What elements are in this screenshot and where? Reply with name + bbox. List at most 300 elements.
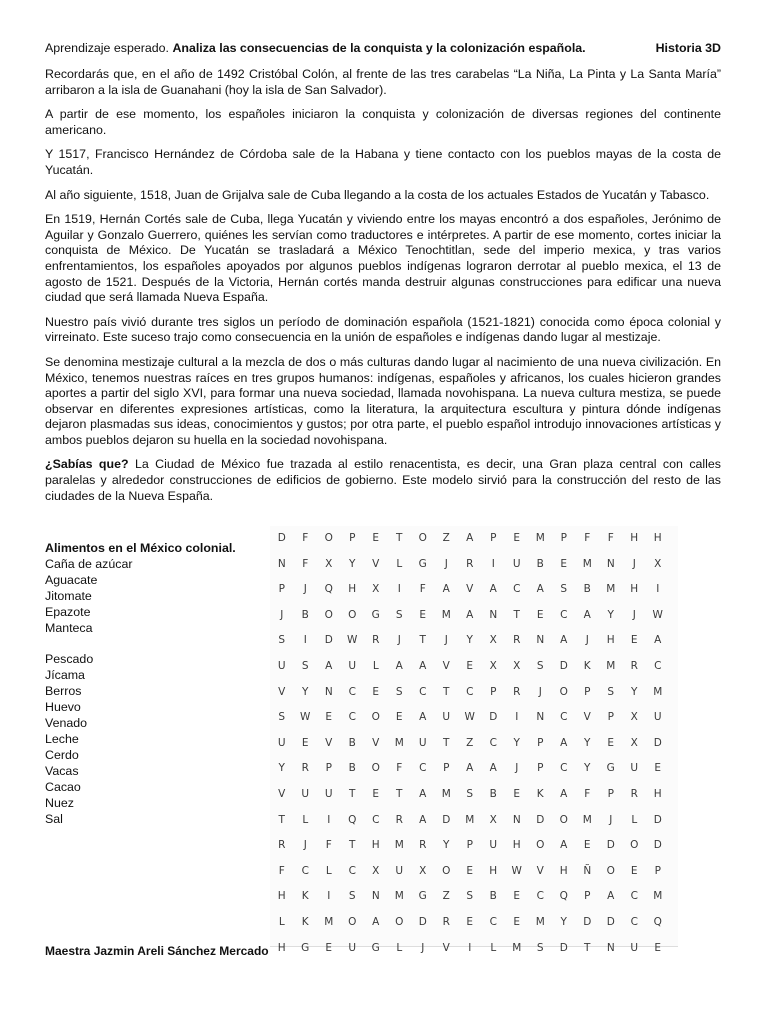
grid-letter: C: [348, 864, 356, 877]
grid-letter: V: [583, 711, 591, 724]
grid-letter: C: [489, 736, 497, 749]
grid-letter: Q: [653, 915, 662, 928]
grid-letter: E: [536, 608, 544, 621]
grid-letter: S: [395, 608, 403, 621]
grid-letter: J: [421, 941, 425, 954]
grid-letter: A: [325, 659, 333, 672]
grid-letter: C: [489, 915, 497, 928]
grid-letter: R: [513, 634, 521, 647]
grid-letter: E: [466, 864, 474, 877]
grid-letter: X: [513, 659, 521, 672]
grid-letter: S: [607, 685, 615, 698]
grid-letter: B: [301, 608, 309, 621]
grid-letter: C: [419, 685, 427, 698]
grid-letter: C: [348, 685, 356, 698]
grid-letter: B: [583, 583, 591, 596]
grid-letter: Z: [442, 890, 450, 903]
grid-letter: G: [371, 941, 380, 954]
grid-letter: P: [466, 839, 473, 852]
grid-letter: Y: [607, 608, 614, 621]
grid-letter: M: [582, 813, 592, 826]
paragraph: En 1519, Hernán Cortés sale de Cuba, llega Yucatán y viviendo entre los mayas encontró a dos españoles, Jerónimo de Aguilar y Gonzalo Guerrero, quiénes les servían como traductores e intérpretes. A partir de ese momento, cortes iniciar la conquista de México. De Yucatán se trasladará a México Tenochtitlan, sede del imperio mexica, y tras varios enfrentamientos, los españoles apoyados por algunos pueblos indígenas lograron derrotar al pueblo mexica, el 13 de agosto de 1521. Después de la Victoria, Hernán cortés manda destruir algunas construcciones para edificar una nueva ciudad que será llamada Nueva España.: [45, 212, 721, 305]
grid-letter: F: [607, 532, 614, 544]
grid-letter: T: [349, 839, 356, 852]
grid-letter: O: [606, 864, 615, 877]
grid-letter: H: [348, 583, 357, 596]
grid-letter: U: [324, 787, 333, 800]
grid-letter: A: [419, 787, 427, 800]
grid-letter: T: [349, 787, 356, 800]
grid-letter: O: [348, 915, 357, 928]
grid-letter: I: [303, 634, 307, 647]
food-item: Huevo: [45, 700, 81, 715]
paragraph: Y 1517, Francisco Hernández de Córdoba sale de la Habana y tiene contacto con los pueblos mayas de la costa de Yucatán.: [45, 147, 721, 177]
grid-letter: P: [490, 532, 497, 544]
grid-letter: Y: [278, 762, 285, 775]
grid-letter: L: [325, 864, 332, 877]
grid-letter: X: [489, 634, 497, 647]
grid-letter: Q: [559, 890, 568, 903]
grid-letter: D: [653, 839, 662, 852]
grid-letter: R: [630, 659, 638, 672]
grid-letter: E: [419, 608, 427, 621]
grid-letter: W: [300, 711, 311, 724]
grid-letter: M: [653, 890, 663, 903]
grid-letter: E: [372, 532, 380, 544]
grid-letter: A: [489, 583, 497, 596]
food-item: Caña de azúcar: [45, 556, 133, 571]
grid-letter: V: [278, 787, 286, 800]
grid-letter: F: [584, 787, 591, 800]
grid-letter: X: [372, 864, 380, 877]
grid-letter: X: [630, 711, 638, 724]
grid-letter: H: [371, 839, 380, 852]
food-item: Pescado: [45, 652, 94, 667]
grid-letter: N: [489, 608, 498, 621]
grid-letter: S: [395, 685, 403, 698]
grid-letter: I: [397, 583, 401, 596]
grid-letter: S: [466, 787, 474, 800]
grid-letter: J: [444, 634, 448, 647]
grid-letter: P: [584, 890, 591, 903]
grid-letter: W: [511, 864, 522, 877]
grid-letter: M: [582, 557, 592, 570]
grid-letter: J: [632, 557, 636, 570]
grid-letter: O: [418, 532, 427, 544]
grid-letter: O: [324, 608, 333, 621]
grid-letter: I: [656, 583, 660, 596]
grid-letter: P: [607, 787, 614, 800]
grid-letter: L: [396, 941, 403, 954]
grid-letter: S: [560, 583, 568, 596]
grid-letter: M: [324, 915, 334, 928]
grid-letter: Y: [584, 762, 591, 775]
grid-letter: K: [583, 659, 591, 672]
grid-letter: D: [559, 941, 568, 954]
did-you-know-text: La Ciudad de México fue trazada al estilo renacentista, es decir, una Gran plaza central con calles paralelas y alrededor construcciones de edificios de gobierno. Este modelo sirvió para la construcción del resto de las ciudades de la Nueva España.: [45, 457, 721, 503]
grid-letter: Y: [513, 736, 520, 749]
grid-letter: U: [442, 711, 451, 724]
grid-letter: R: [630, 787, 638, 800]
grid-letter: I: [468, 941, 472, 954]
grid-letter: Y: [466, 634, 473, 647]
food-item: Epazote: [45, 604, 91, 619]
grid-letter: U: [301, 787, 310, 800]
grid-letter: J: [609, 813, 613, 826]
grid-letter: E: [372, 685, 380, 698]
grid-letter: Q: [348, 813, 357, 826]
grid-letter: T: [396, 787, 403, 800]
food-item: Manteca: [45, 620, 93, 635]
grid-letter: I: [491, 557, 495, 570]
grid-letter: X: [489, 813, 497, 826]
grid-letter: B: [489, 787, 497, 800]
grid-letter: J: [444, 557, 448, 570]
grid-letter: M: [394, 736, 404, 749]
grid-letter: A: [583, 608, 591, 621]
grid-letter: T: [419, 634, 426, 647]
grid-letter: D: [418, 915, 427, 928]
grid-letter: M: [512, 941, 522, 954]
grid-letter: E: [513, 787, 521, 800]
grid-letter: J: [280, 608, 284, 621]
grid-letter: Y: [584, 736, 591, 749]
grid-letter: T: [443, 736, 450, 749]
grid-letter: U: [348, 941, 357, 954]
grid-letter: D: [583, 915, 592, 928]
grid-letter: P: [584, 685, 591, 698]
grid-letter: L: [278, 915, 285, 928]
grid-letter: E: [466, 915, 474, 928]
grid-letter: Y: [302, 685, 309, 698]
grid-letter: S: [466, 890, 474, 903]
grid-letter: A: [654, 634, 662, 647]
grid-letter: M: [441, 608, 451, 621]
grid-letter: C: [560, 762, 568, 775]
grid-letter: S: [278, 711, 286, 724]
grid-letter: D: [606, 839, 615, 852]
grid-letter: B: [536, 557, 544, 570]
grid-letter: C: [301, 864, 309, 877]
grid-letter: A: [419, 813, 427, 826]
grid-letter: H: [630, 583, 639, 596]
grid-letter: X: [325, 557, 333, 570]
grid-letter: Z: [466, 736, 474, 749]
grid-letter: E: [630, 634, 638, 647]
grid-letter: A: [560, 634, 568, 647]
grid-letter: S: [301, 659, 309, 672]
grid-letter: A: [372, 915, 380, 928]
grid-letter: R: [372, 634, 380, 647]
word-search-grid: [270, 526, 670, 961]
grid-letter: E: [630, 864, 638, 877]
grid-letter: E: [513, 890, 521, 903]
grid-letter: D: [277, 532, 286, 544]
grid-letter: P: [537, 762, 544, 775]
grid-letter: A: [560, 839, 568, 852]
grid-letter: G: [418, 557, 427, 570]
grid-letter: E: [395, 711, 403, 724]
grid-letter: F: [419, 583, 426, 596]
grid-letter: O: [630, 839, 639, 852]
grid-letter: J: [397, 634, 401, 647]
grid-letter: P: [560, 532, 567, 544]
grid-letter: N: [512, 813, 521, 826]
grid-letter: D: [653, 813, 662, 826]
grid-letter: E: [513, 915, 521, 928]
food-item: Berros: [45, 684, 82, 699]
food-list-title: Alimentos en el México colonial.: [45, 541, 236, 555]
grid-letter: P: [325, 762, 332, 775]
grid-letter: O: [442, 864, 451, 877]
paragraph: Al año siguiente, 1518, Juan de Grijalva sale de Cuba llegando a la costa de los actuales Estados de Yucatán y Tabasco.: [45, 187, 710, 202]
grid-letter: N: [606, 941, 615, 954]
grid-letter: O: [371, 762, 380, 775]
food-group-1: [45, 557, 265, 637]
grid-letter: Ñ: [583, 864, 592, 877]
food-item: Cerdo: [45, 747, 79, 762]
grid-letter: Q: [324, 583, 333, 596]
grid-letter: L: [490, 941, 497, 954]
grid-letter: W: [464, 711, 475, 724]
grid-letter: U: [348, 659, 357, 672]
grid-letter: O: [559, 685, 568, 698]
grid-letter: H: [277, 890, 286, 903]
grid-letter: L: [396, 557, 403, 570]
food-item: Jitomate: [45, 588, 92, 603]
grid-letter: C: [630, 915, 638, 928]
grid-letter: T: [443, 685, 450, 698]
grid-letter: U: [512, 557, 521, 570]
grid-letter: W: [347, 634, 358, 647]
grid-letter: D: [442, 813, 451, 826]
grid-letter: E: [301, 736, 309, 749]
grid-letter: T: [584, 941, 591, 954]
grid-letter: A: [442, 583, 450, 596]
grid-letter: M: [535, 915, 545, 928]
grid-letter: C: [654, 659, 662, 672]
grid-letter: H: [559, 864, 568, 877]
course-label: Historia 3D: [655, 41, 721, 55]
grid-letter: U: [277, 736, 286, 749]
grid-letter: M: [394, 890, 404, 903]
grid-letter: Y: [349, 557, 356, 570]
grid-letter: P: [490, 685, 497, 698]
grid-letter: I: [515, 711, 519, 724]
grid-letter: R: [442, 915, 450, 928]
grid-letter: H: [512, 839, 521, 852]
grid-letter: R: [395, 813, 403, 826]
grid-letter: V: [442, 941, 450, 954]
grid-letter: J: [303, 839, 307, 852]
grid-letter: C: [560, 711, 568, 724]
grid-letter: X: [372, 583, 380, 596]
food-item: Aguacate: [45, 572, 98, 587]
grid-letter: P: [349, 532, 356, 544]
grid-letter: G: [371, 608, 380, 621]
grid-letter: A: [466, 608, 474, 621]
grid-letter: O: [395, 915, 404, 928]
grid-letter: F: [325, 839, 332, 852]
teacher-signature: Maestra Jazmin Areli Sánchez Mercado: [45, 944, 269, 958]
did-you-know-paragraph: [45, 457, 721, 504]
food-list: [45, 541, 265, 827]
grid-letter: C: [513, 583, 521, 596]
grid-letter: C: [372, 813, 380, 826]
word-search-puzzle: [270, 526, 678, 954]
grid-letter: Y: [443, 839, 450, 852]
grid-letter: Z: [442, 532, 450, 544]
grid-letter: D: [324, 634, 333, 647]
grid-letter: R: [513, 685, 521, 698]
grid-letter: N: [277, 557, 286, 570]
grid-letter: C: [630, 890, 638, 903]
grid-letter: A: [466, 762, 474, 775]
grid-letter: K: [536, 787, 544, 800]
grid-letter: D: [536, 813, 545, 826]
did-you-know-label: ¿Sabías que?: [45, 457, 129, 472]
grid-letter: B: [348, 762, 356, 775]
grid-letter: A: [489, 762, 497, 775]
grid-letter: S: [348, 890, 356, 903]
grid-letter: O: [324, 532, 333, 544]
paragraph: A partir de ese momento, los españoles iniciaron la conquista y colonización de diversas regiones del continente americano.: [45, 107, 721, 137]
grid-letter: F: [584, 532, 591, 544]
grid-letter: N: [536, 711, 545, 724]
grid-letter: P: [654, 864, 661, 877]
grid-letter: M: [606, 659, 616, 672]
learning-objective: Analiza las consecuencias de la conquista y la colonización española.: [172, 41, 586, 55]
food-item: Leche: [45, 731, 79, 746]
grid-letter: E: [654, 762, 662, 775]
header-line: [45, 40, 721, 56]
document-body: [45, 40, 721, 513]
grid-letter: U: [630, 941, 639, 954]
food-item: Vacas: [45, 763, 79, 778]
grid-letter: T: [278, 813, 285, 826]
grid-letter: X: [419, 864, 427, 877]
grid-letter: R: [278, 839, 286, 852]
grid-letter: A: [466, 532, 474, 544]
grid-letter: S: [278, 634, 286, 647]
grid-letter: G: [418, 890, 427, 903]
grid-letter: M: [465, 813, 475, 826]
grid-letter: C: [466, 685, 474, 698]
grid-letter: W: [652, 608, 663, 621]
grid-letter: K: [301, 915, 309, 928]
grid-letter: C: [419, 762, 427, 775]
grid-letter: O: [536, 839, 545, 852]
food-list-gap: [45, 636, 265, 652]
grid-letter: E: [654, 941, 662, 954]
food-item: Nuez: [45, 795, 74, 810]
grid-letter: P: [607, 711, 614, 724]
grid-letter: N: [536, 634, 545, 647]
grid-letter: F: [278, 864, 285, 877]
grid-letter: X: [654, 557, 662, 570]
grid-letter: M: [606, 583, 616, 596]
grid-letter: P: [537, 736, 544, 749]
paragraph: Nuestro país vivió durante tres siglos un período de dominación española (1521-1821) conocida como época colonial y virreinato. Este suceso trajo como consecuencia en la unión de españoles e indígenas dando lugar al mestizaje.: [45, 314, 721, 345]
food-item: Jícama: [45, 668, 85, 683]
grid-letter: L: [631, 813, 638, 826]
grid-letter: T: [513, 608, 520, 621]
grid-letter: U: [395, 864, 404, 877]
grid-letter: U: [653, 711, 662, 724]
grid-letter: J: [632, 608, 636, 621]
grid-letter: F: [302, 532, 309, 544]
grid-letter: B: [489, 890, 497, 903]
grid-letter: E: [560, 557, 568, 570]
grid-letter: D: [606, 915, 615, 928]
grid-letter: B: [348, 736, 356, 749]
paragraph: Se denomina mestizaje cultural a la mezcla de dos o más culturas dando lugar al nacimiento de una nueva civilización. En México, tenemos nuestras raíces en tres grupos humanos: indígenas, españoles y africanos, los cuales hicieron grandes aportes a partir del siglo XVI, para formar una nueva sociedad, llamada novohispana. La nueva cultura mestiza, se puede observar en diferentes expresiones artísticas, como la literatura, la arquitectura escultura y pintura dónde indígenas dejaron plasmadas sus ideas, conocimientos y gustos; por otra parte, el pueblo español introdujo innovaciones artísticas y ambos pueblos dejaron su huella en la sociedad novohispana.: [45, 354, 721, 447]
grid-letter: C: [348, 711, 356, 724]
food-group-2: [45, 652, 265, 827]
grid-letter: J: [538, 685, 542, 698]
grid-letter: J: [515, 762, 519, 775]
grid-letter: V: [372, 736, 380, 749]
grid-letter: I: [327, 890, 331, 903]
grid-letter: P: [443, 762, 450, 775]
grid-letter: R: [466, 557, 474, 570]
grid-letter: K: [301, 890, 309, 903]
grid-letter: A: [395, 659, 403, 672]
grid-letter: C: [560, 608, 568, 621]
grid-letter: E: [325, 711, 333, 724]
grid-letter: J: [585, 634, 589, 647]
grid-letter: H: [489, 864, 498, 877]
grid-letter: N: [371, 890, 380, 903]
grid-letter: G: [606, 762, 615, 775]
grid-letter: U: [489, 839, 498, 852]
grid-letter: O: [371, 711, 380, 724]
grid-letter: H: [277, 941, 286, 954]
grid-letter: E: [607, 736, 615, 749]
grid-letter: G: [301, 941, 310, 954]
grid-letter: L: [372, 659, 379, 672]
grid-letter: T: [396, 532, 403, 544]
grid-letter: S: [536, 941, 544, 954]
food-item: Sal: [45, 811, 63, 826]
grid-letter: O: [348, 608, 357, 621]
grid-letter: J: [303, 583, 307, 596]
grid-letter: H: [606, 634, 615, 647]
grid-letter: M: [535, 532, 545, 544]
grid-letter: V: [325, 736, 333, 749]
grid-letter: P: [278, 583, 285, 596]
grid-letter: D: [489, 711, 498, 724]
grid-letter: V: [466, 583, 474, 596]
grid-letter: V: [372, 557, 380, 570]
grid-letter: A: [536, 583, 544, 596]
grid-letter: H: [653, 787, 662, 800]
grid-letter: H: [653, 532, 662, 544]
header-prefix: Aprendizaje esperado.: [45, 41, 173, 55]
grid-letter: X: [630, 736, 638, 749]
grid-letter: D: [653, 736, 662, 749]
grid-letter: U: [418, 736, 427, 749]
grid-letter: Y: [560, 915, 567, 928]
grid-letter: E: [325, 941, 333, 954]
grid-letter: R: [419, 839, 427, 852]
grid-letter: M: [441, 787, 451, 800]
grid-letter: D: [559, 659, 568, 672]
grid-letter: A: [560, 736, 568, 749]
grid-letter: A: [560, 787, 568, 800]
grid-letter: R: [301, 762, 309, 775]
grid-letter: E: [372, 787, 380, 800]
